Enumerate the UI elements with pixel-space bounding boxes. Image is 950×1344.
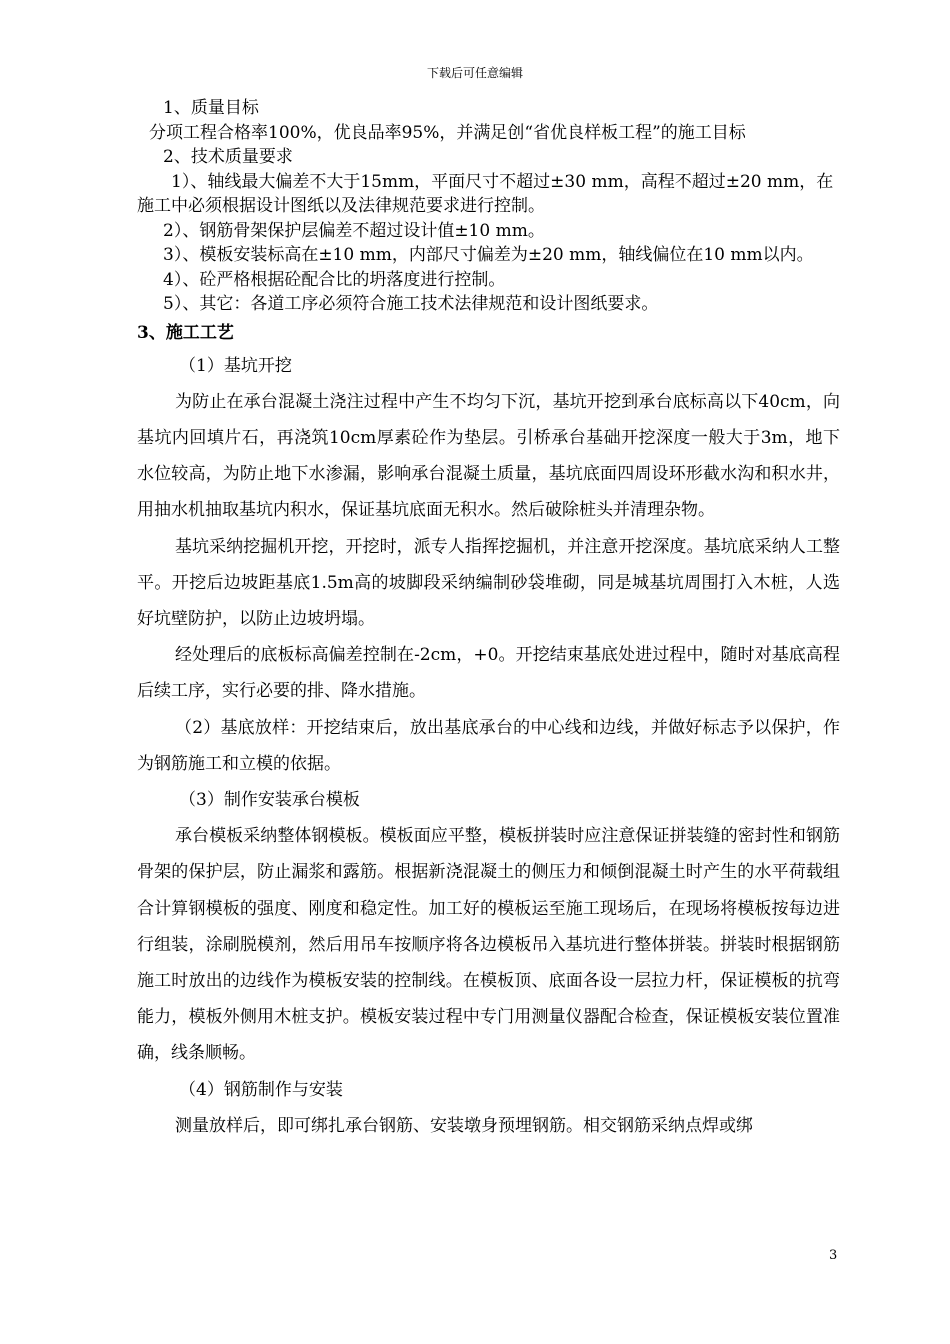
quality-req-item-1: 1）、轴线最大偏差不大于15mm，平面尺寸不超过±30 mm，高程不超过±20 mm，在施工中必须根据设计图纸以及法律规范要求进行控制。 bbox=[137, 171, 834, 216]
construction-process bbox=[137, 348, 840, 1144]
subheading-excavation: （1）基坑开挖 bbox=[179, 355, 292, 376]
paragraph-layout: （2）基底放样：开挖结束后，放出基底承台的中心线和边线，并做好标志予以保护，作为钢筋施工和立模的依据。 bbox=[137, 717, 840, 774]
page-header: 下载后可任意编辑 bbox=[426, 66, 523, 80]
quality-req-title: 2、技术质量要求 bbox=[163, 147, 293, 167]
page-number: 3 bbox=[829, 1248, 838, 1263]
document-body bbox=[137, 96, 840, 1144]
quality-goal-text: 分项工程合格率100%，优良品率95%，并满足创“省优良样板工程”的施工目标 bbox=[149, 122, 746, 143]
quality-req-item-3: 3）、模板安装标高在±10 mm，内部尺寸偏差为±20 mm，轴线偏位在10 mm以内。 bbox=[163, 245, 814, 265]
subheading-formwork: （3）制作安装承台模板 bbox=[179, 789, 360, 810]
paragraph-formwork: 承台模板采纳整体钢模板。模板面应平整，模板拼装时应注意保证拼装缝的密封性和钢筋骨架的保护层，防止漏浆和露筋。根据新浇混凝土的侧压力和倾倒混凝土时产生的水平荷载组合计算钢模板的强度、刚度和稳定性。加工好的模板运至施工现场后，在现场将模板按每边进行组装，涂刷脱模剂，然后用吊车按顺序将各边模板吊入基坑进行整体拼装。拼装时根据钢筋施工时放出的边线作为模板安装的控制线。在模板顶、底面各设一层拉力杆，保证模板的抗弯能力，模板外侧用木桩支护。模板安装过程中专门用测量仪器配合检查，保证模板安装位置准确，线条顺畅。 bbox=[137, 826, 840, 1064]
quality-req-item-5: 5）、其它：各道工序必须符合施工技术法律规范和设计图纸要求。 bbox=[163, 294, 659, 314]
paragraph-excavation-3: 经处理后的底板标高偏差控制在-2cm，+0。开挖结束基底处进过程中，随时对基底高程后续工序，实行必要的排、降水措施。 bbox=[137, 645, 840, 702]
subheading-rebar: （4）钢筋制作与安装 bbox=[179, 1079, 343, 1100]
quality-req-item-4: 4）、砼严格根据砼配合比的坍落度进行控制。 bbox=[163, 269, 506, 290]
quality-goal-title: 1、质量目标 bbox=[163, 98, 259, 118]
quality-section bbox=[137, 96, 840, 317]
paragraph-excavation-2: 基坑采纳挖掘机开挖，开挖时，派专人指挥挖掘机，并注意开挖深度。基坑底采纳人工整平。开挖后边坡距基底1.5m高的坡脚段采纳编制砂袋堆砌，同是城基坑周围打入木桩，人选好坑壁防护，以防止边坡坍塌。 bbox=[137, 536, 840, 629]
paragraph-rebar: 测量放样后，即可绑扎承台钢筋、安装墩身预埋钢筋。相交钢筋采纳点焊或绑 bbox=[175, 1115, 753, 1136]
quality-req-item-2: 2）、钢筋骨架保护层偏差不超过设计值±10 mm。 bbox=[163, 220, 545, 241]
section-heading: 3、施工工艺 bbox=[137, 322, 234, 343]
paragraph-excavation-1: 为防止在承台混凝土浇注过程中产生不均匀下沉，基坑开挖到承台底标高以下40cm，向基坑内回填片石，再浇筑10cm厚素砼作为垫层。引桥承台基础开挖深度一般大于3m，地下水位较高，为防止地下水渗漏，影响承台混凝土质量，基坑底面四周设环形截水沟和积水井，用抽水机抽取基坑内积水，保证基坑底面无积水。然后破除桩头并清理杂物。 bbox=[137, 391, 840, 521]
